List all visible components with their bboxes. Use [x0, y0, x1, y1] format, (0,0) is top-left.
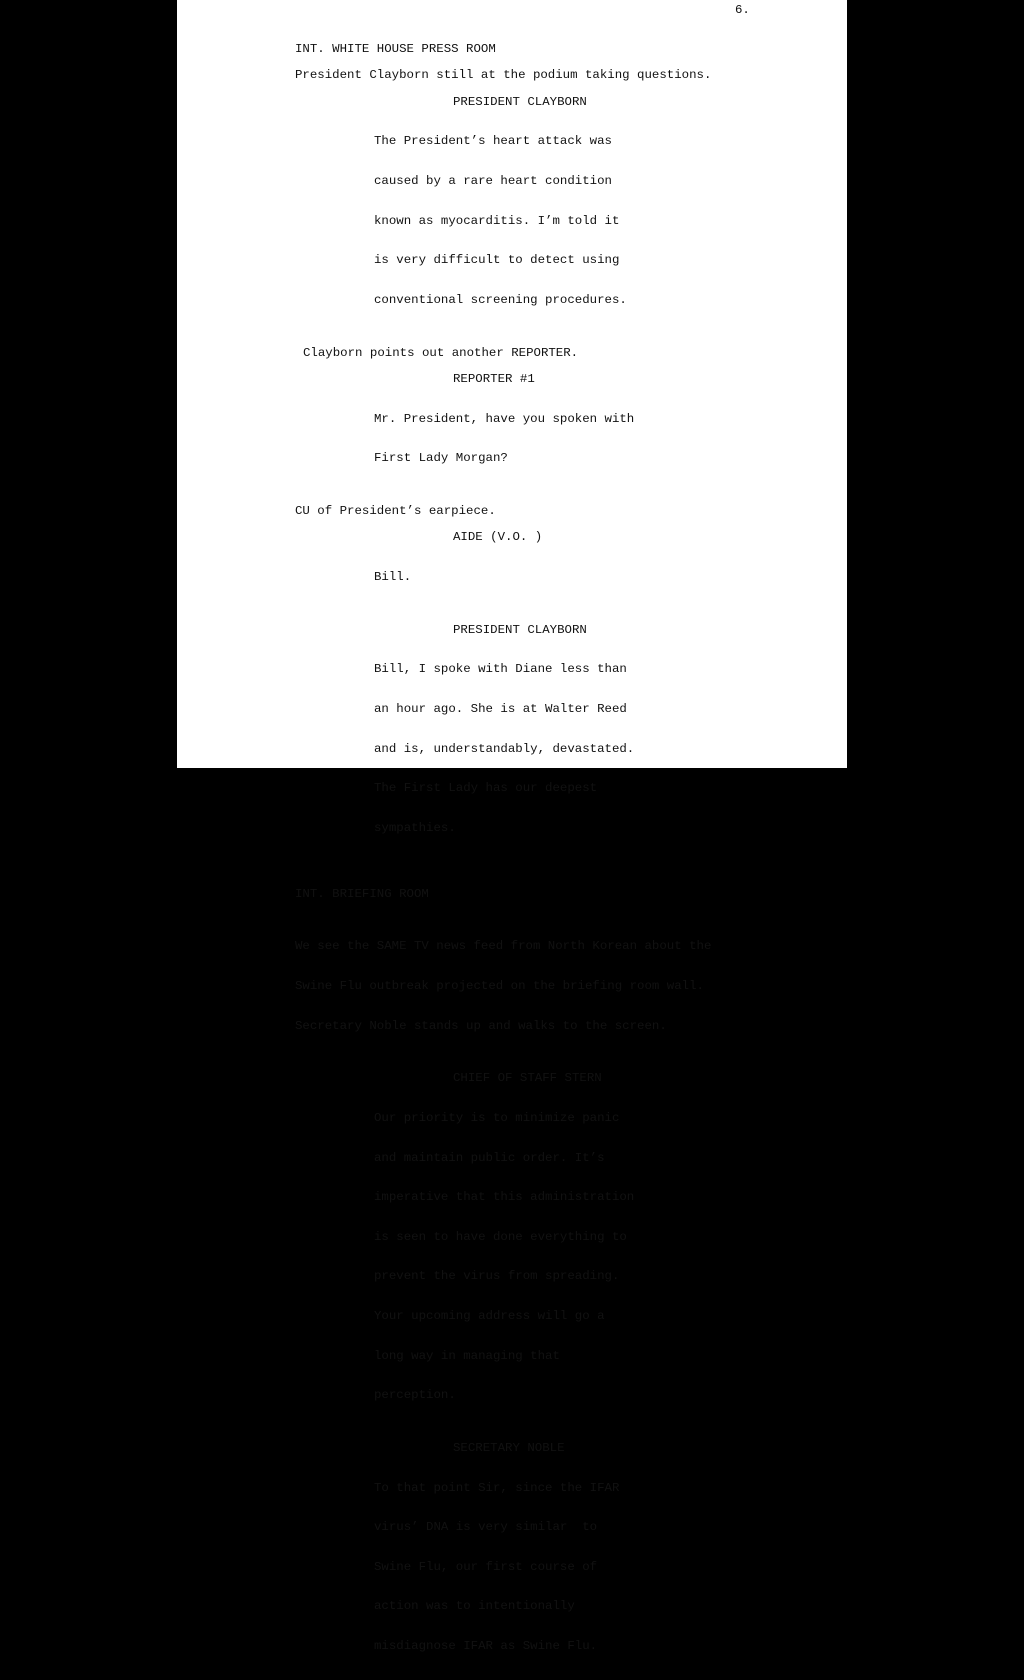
action-line: President Clayborn still at the podium taking questions.	[295, 68, 712, 83]
dialogue-line: conventional screening procedures.	[374, 292, 627, 307]
action-line: Clayborn points out another REPORTER.	[303, 345, 579, 360]
dialogue-line: prevent the virus from spreading.	[374, 1269, 620, 1284]
dialogue-line: The First Lady has our deepest	[374, 781, 598, 796]
character-name: PRESIDENT CLAYBORN	[453, 94, 587, 109]
dialogue-block	[374, 1455, 835, 1679]
action-line: Secretary Noble stands up and walks to the screen.	[295, 1018, 667, 1033]
character-name: SECRETARY NOBLE	[453, 1440, 565, 1455]
dialogue-line: Our priority is to minimize panic	[374, 1111, 620, 1126]
dialogue-line: known as myocarditis. I’m told it	[374, 213, 620, 228]
script-page	[177, 0, 847, 1653]
dialogue-line: imperative that this administration	[374, 1190, 635, 1205]
dialogue-line: virus’ DNA is very similar to	[374, 1520, 598, 1535]
character-name: PRESIDENT CLAYBORN	[453, 622, 587, 637]
action-line: We see the SAME TV news feed from North Korean about the	[295, 939, 712, 954]
dialogue-block	[374, 109, 835, 333]
dialogue-line: Bill.	[374, 569, 412, 584]
action-line: CU of President’s earpiece.	[295, 503, 496, 518]
dialogue-line: and is, understandably, devastated.	[374, 741, 635, 756]
dialogue-block	[374, 637, 835, 861]
scene-heading: INT. BRIEFING ROOM	[295, 886, 429, 901]
dialogue-line: is very difficult to detect using	[374, 253, 620, 268]
dialogue-line: misdiagnose IFAR as Swine Flu.	[374, 1638, 598, 1653]
screenplay-body	[295, 43, 835, 1680]
dialogue-line: Your upcoming address will go a	[374, 1309, 605, 1324]
dialogue-line: perception.	[374, 1388, 456, 1403]
character-name: AIDE (V.O. )	[453, 530, 543, 545]
page-number: 6.	[735, 3, 750, 17]
dialogue-line: caused by a rare heart condition	[374, 173, 612, 188]
dialogue-line: Bill, I spoke with Diane less than	[374, 662, 627, 677]
dialogue-line: The President’s heart attack was	[374, 134, 612, 149]
scene-heading: INT. WHITE HOUSE PRESS ROOM	[295, 42, 496, 56]
dialogue-block	[374, 386, 835, 492]
dialogue-line: and maintain public order. It’s	[374, 1150, 605, 1165]
action-line: Swine Flu outbreak projected on the briefing room wall.	[295, 979, 704, 994]
dialogue-line: action was to intentionally	[374, 1599, 575, 1614]
character-name: CHIEF OF STAFF STERN	[453, 1071, 602, 1086]
dialogue-line: is seen to have done everything to	[374, 1229, 627, 1244]
character-name: REPORTER #1	[453, 371, 535, 386]
dialogue-block	[374, 545, 835, 611]
dialogue-line: To that point Sir, since the IFAR	[374, 1480, 620, 1495]
dialogue-line: long way in managing that	[374, 1348, 560, 1363]
dialogue-block	[374, 1086, 835, 1429]
dialogue-line: sympathies.	[374, 820, 456, 835]
action-block	[295, 914, 835, 1059]
dialogue-line: Mr. President, have you spoken with	[374, 411, 635, 426]
dialogue-line: First Lady Morgan?	[374, 451, 508, 466]
dialogue-line: Swine Flu, our first course of	[374, 1559, 598, 1574]
dialogue-line: an hour ago. She is at Walter Reed	[374, 701, 627, 716]
